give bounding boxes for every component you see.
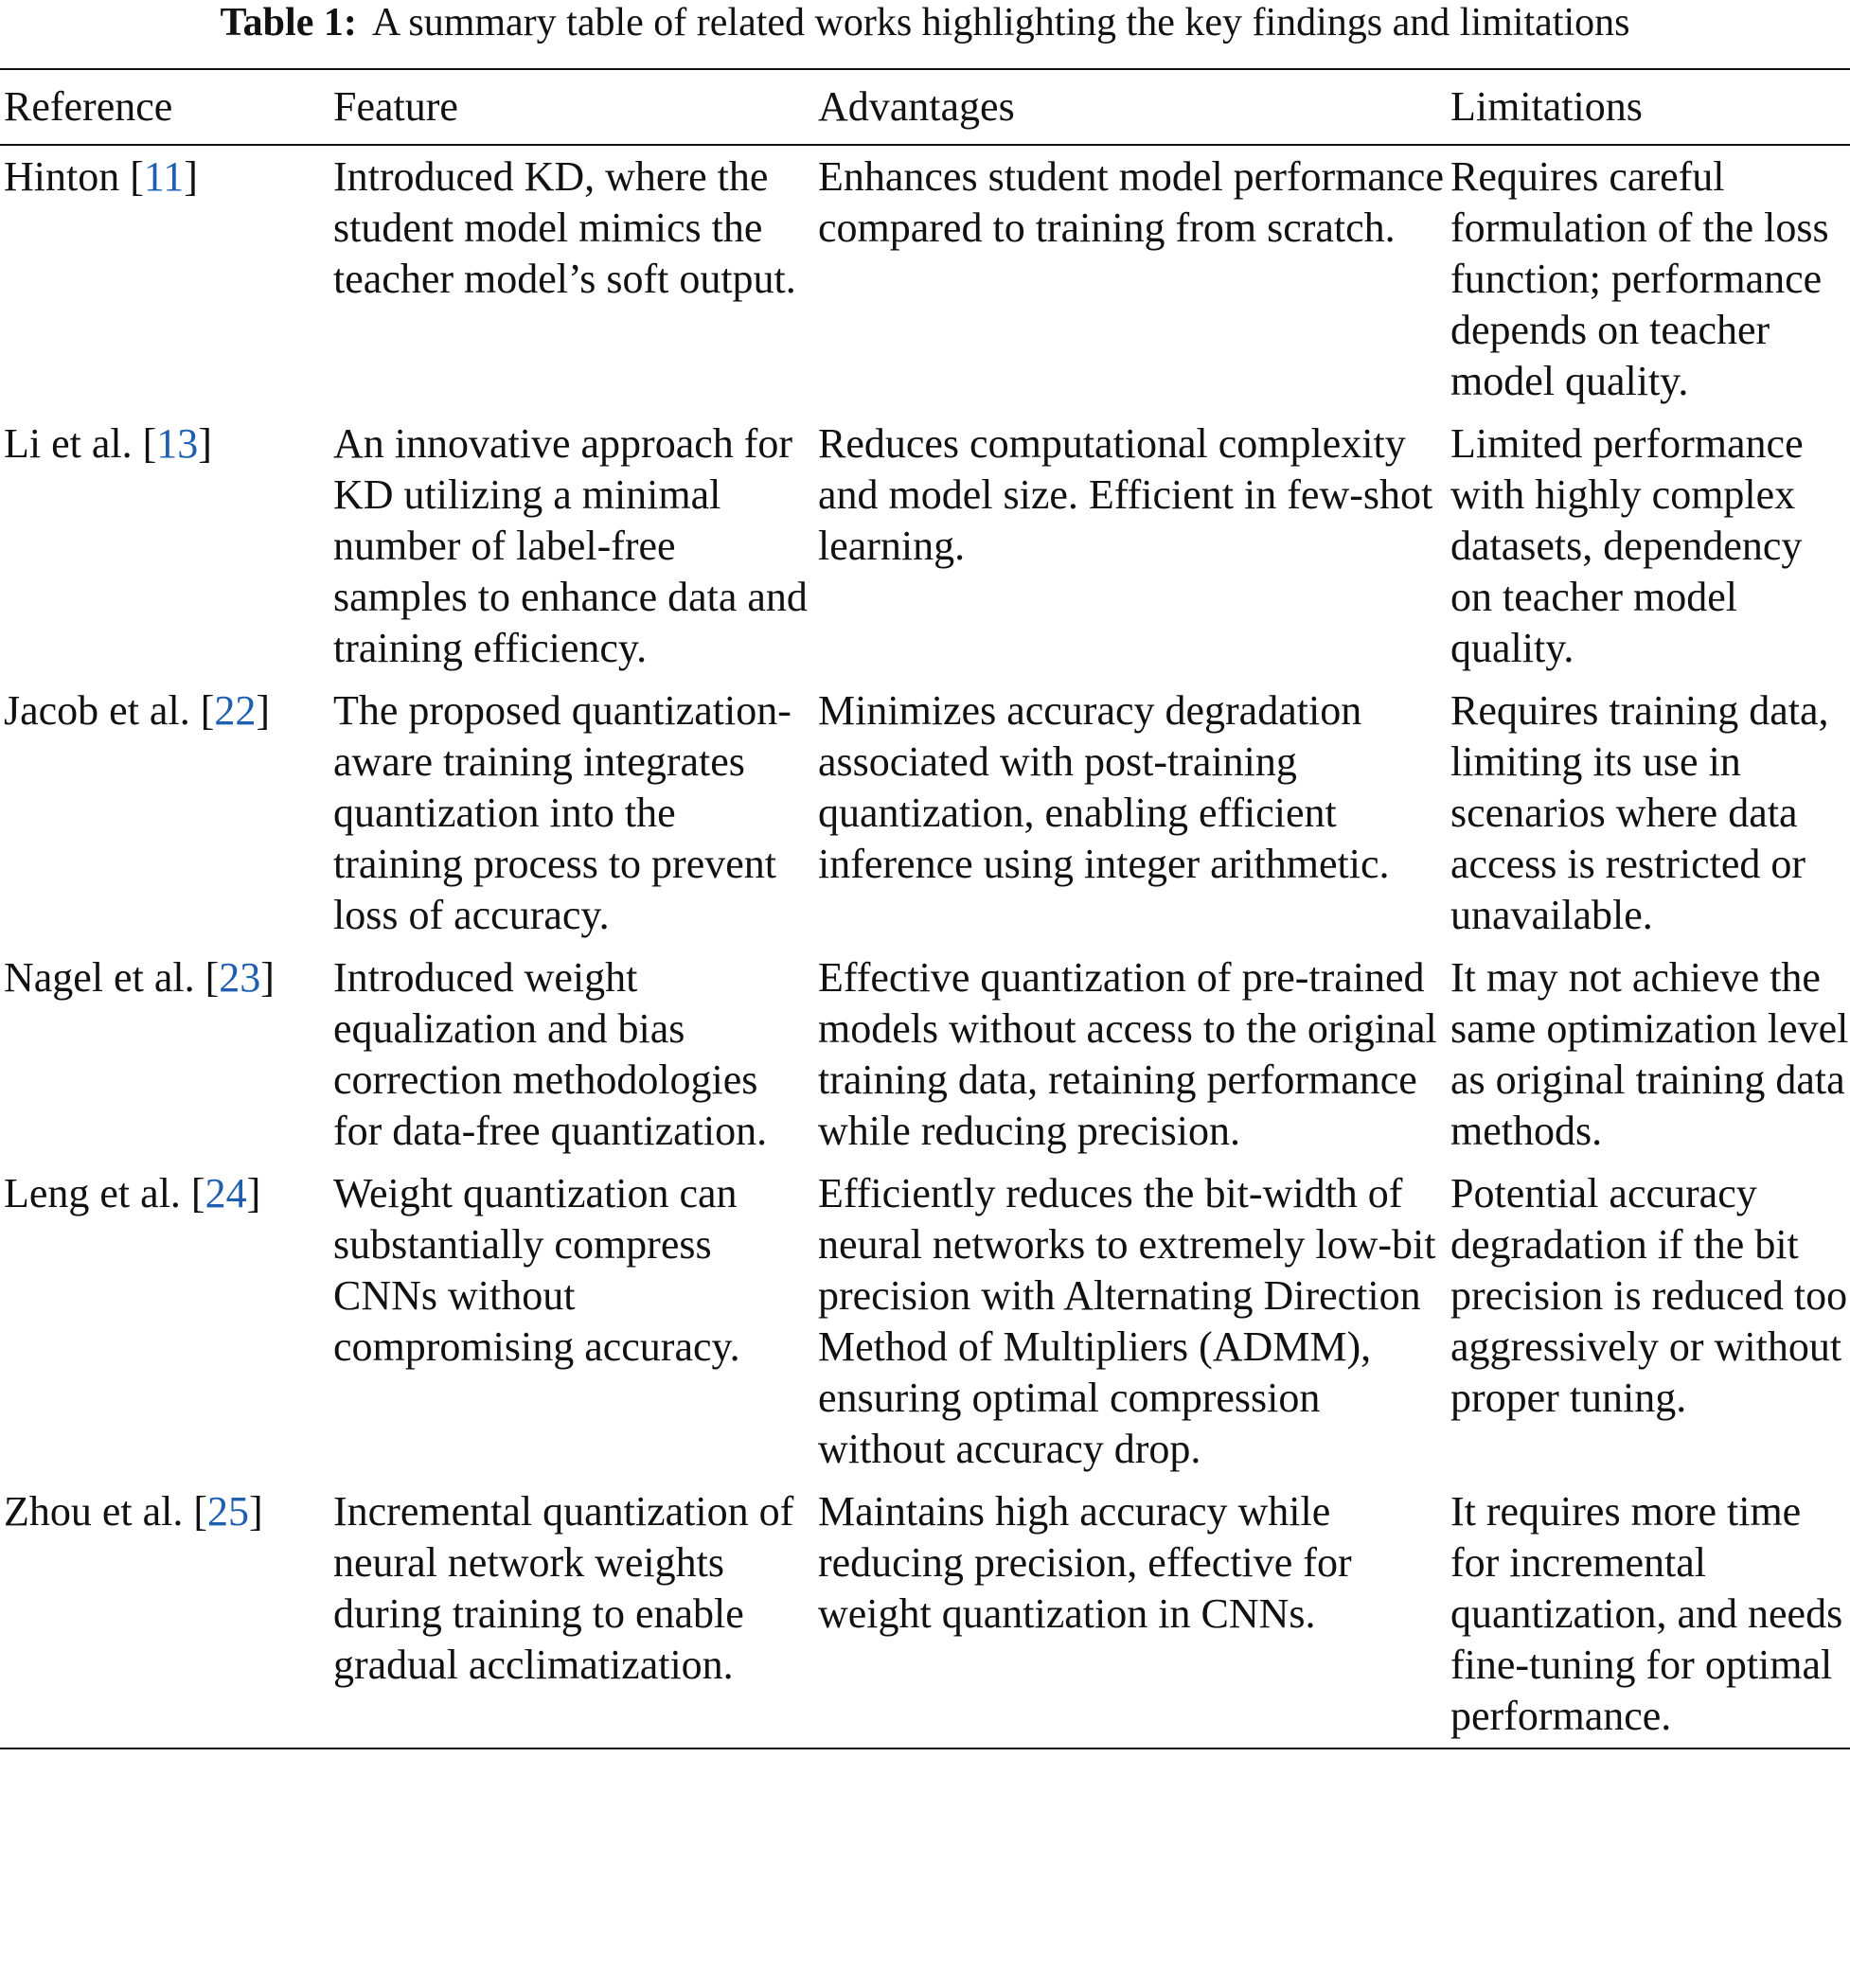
- table-row: [0, 413, 1850, 680]
- citation-link[interactable]: 11: [143, 153, 185, 200]
- reference-name: Hinton: [4, 153, 120, 200]
- reference-name: Leng et al.: [4, 1170, 181, 1216]
- caption-label: Table 1:: [220, 1, 357, 44]
- feature-cell: The proposed quantization-aware training integrates quantization into the training process to prevent loss of accuracy.: [333, 687, 792, 938]
- limitations-cell: It may not achieve the same optimization level as original training data methods.: [1450, 954, 1849, 1154]
- feature-cell: An innovative approach for KD utilizing a minimal number of label-free samples to enhance data and training efficiency.: [333, 420, 808, 671]
- header-advantages: Advantages: [814, 70, 1447, 145]
- citation-link[interactable]: 25: [207, 1488, 250, 1535]
- limitations-cell: Potential accuracy degradation if the bit precision is reduced too aggressively or without proper tuning.: [1450, 1170, 1848, 1421]
- citation-link[interactable]: 22: [214, 687, 257, 734]
- reference-cell: Jacob et al. [22]: [4, 687, 271, 734]
- feature-cell: Introduced KD, where the student model mimics the teacher model’s soft output.: [333, 153, 796, 302]
- reference-name: Nagel et al.: [4, 954, 195, 1001]
- reference-cell: Li et al. [13]: [4, 420, 212, 467]
- limitations-cell: Limited performance with highly complex datasets, dependency on teacher model quality.: [1450, 420, 1804, 671]
- reference-name: Zhou et al.: [4, 1488, 184, 1535]
- reference-name: Li et al.: [4, 420, 133, 467]
- header-row: [0, 70, 1850, 145]
- advantages-cell: Reduces computational complexity and model size. Efficient in few-shot learning.: [818, 420, 1433, 569]
- citation-link[interactable]: 23: [219, 954, 261, 1001]
- feature-cell: Introduced weight equalization and bias correction methodologies for data-free quantization.: [333, 954, 768, 1154]
- summary-table-container: [0, 68, 1850, 1749]
- table-row: [0, 1163, 1850, 1481]
- table-body: [0, 145, 1850, 1748]
- feature-cell: Incremental quantization of neural network weights during training to enable gradual acclimatization.: [333, 1488, 794, 1688]
- advantages-cell: Minimizes accuracy degradation associated with post-training quantization, enabling efficient inference using integer arithmetic.: [818, 687, 1390, 887]
- table-row: [0, 145, 1850, 413]
- reference-cell: Zhou et al. [25]: [4, 1488, 263, 1535]
- header-limitations: Limitations: [1447, 70, 1850, 145]
- reference-cell: Nagel et al. [23]: [4, 954, 275, 1001]
- advantages-cell: Maintains high accuracy while reducing precision, effective for weight quantization in CNNs.: [818, 1488, 1352, 1637]
- table-header: [0, 70, 1850, 145]
- limitations-cell: Requires training data, limiting its use in scenarios where data access is restricted or unavailable.: [1450, 687, 1829, 938]
- citation-link[interactable]: 13: [156, 420, 199, 467]
- advantages-cell: Effective quantization of pre-trained models without access to the original training data, retaining performance while reducing precision.: [818, 954, 1437, 1154]
- table-row: [0, 947, 1850, 1163]
- reference-cell: Leng et al. [24]: [4, 1170, 261, 1216]
- citation-link[interactable]: 24: [205, 1170, 247, 1216]
- reference-name: Jacob et al.: [4, 687, 190, 734]
- table-row: [0, 680, 1850, 947]
- table-row: [0, 1481, 1850, 1748]
- limitations-cell: Requires careful formulation of the loss function; performance depends on teacher model quality.: [1450, 153, 1829, 404]
- summary-table: [0, 70, 1850, 1748]
- reference-cell: Hinton [11]: [4, 153, 198, 200]
- limitations-cell: It requires more time for incremental quantization, and needs fine-tuning for optimal performance.: [1450, 1488, 1843, 1739]
- feature-cell: Weight quantization can substantially compress CNNs without compromising accuracy.: [333, 1170, 740, 1370]
- table-caption: [0, 0, 1850, 57]
- header-reference: Reference: [0, 70, 329, 145]
- header-feature: Feature: [329, 70, 814, 145]
- advantages-cell: Efficiently reduces the bit-width of neural networks to extremely low-bit precision with Alternating Direction Method of Multipliers (ADMM), ensuring optimal compression without accuracy drop.: [818, 1170, 1436, 1472]
- caption-text: A summary table of related works highlighting the key findings and limitations: [371, 1, 1630, 44]
- advantages-cell: Enhances student model performance compared to training from scratch.: [818, 153, 1444, 251]
